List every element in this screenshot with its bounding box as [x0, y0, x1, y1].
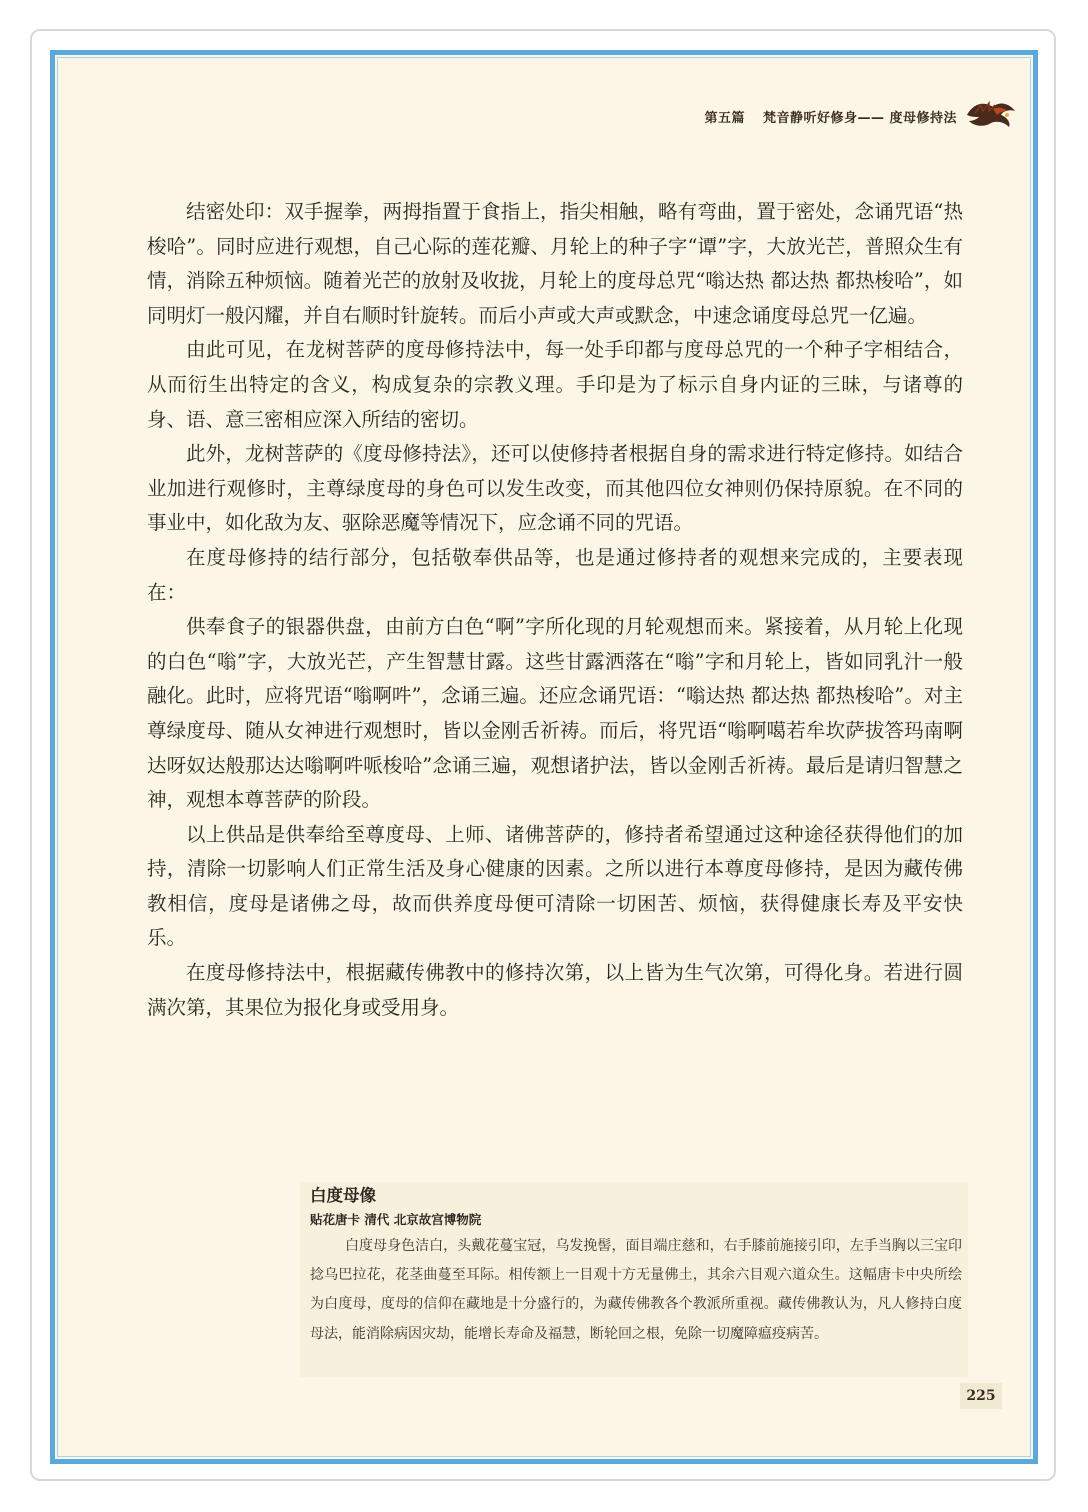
paragraph: 以上供品是供奉给至尊度母、上师、诸佛菩萨的，修持者希望通过这种途径获得他们的加持，清除一切影响人们正常生活及身心健康的因素。之所以进行本尊度母修持，是因为藏传佛教相信，度母是诸佛之母，故而供养度母便可清除一切困苦、烦恼，获得健康长寿及平安快乐。	[147, 822, 963, 950]
paragraph: 结密处印：双手握拳，两拇指置于食指上，指尖相触，略有弯曲，置于密处，念诵咒语“热梭哈”。同时应进行观想，自己心际的莲花瓣、月轮上的种子字“谭”字，大放光芒，普照众生有情，消除五种烦恼。随着光芒的放射及收拢，月轮上的度母总咒“嗡达热 都达热 都热梭哈”，如同明灯一般闪耀，并自右顺时针旋转。而后小声或大声或默念，中速念诵度母总咒一亿遍。	[147, 200, 963, 327]
header-part: 第五篇	[704, 111, 745, 126]
caption-text: 白度母身色洁白，头戴花蔓宝冠，乌发挽髻，面目端庄慈和，右手膝前施接引印，左手当胸以三宝印捻乌巴拉花，花茎曲蔓至耳际。相传额上一目观十方无量佛土，其余六目观六道众生。这幅唐卡中央所绘为白度母，度母的信仰在藏地是十分盛行的，为藏传佛教各个教派所重视。藏传佛教认为，凡人修持白度母法，能消除病因灾劫，能增长寿命及福慧，断轮回之根，免除一切魔障瘟疫病苦。	[310, 1238, 962, 1342]
paragraph: 此外，龙树菩萨的《度母修持法》，还可以使修持者根据自身的需求进行特定修持。如结合业加进行观修时，主尊绿度母的身色可以发生改变，而其他四位女神则仍保持原貌。在不同的事业中，如化敌为友、驱除恶魔等情况下，应念诵不同的咒语。	[147, 442, 963, 535]
dragon-ornament-icon	[963, 95, 1019, 131]
caption-title: 白度母像	[310, 1186, 376, 1205]
page-number: 225	[960, 1383, 1002, 1409]
body-text	[147, 195, 963, 1025]
paragraph: 在度母修持法中，根据藏传佛教中的修持次第，以上皆为生气次第，可得化身。若进行圆满次第，其果位为报化身或受用身。	[147, 961, 963, 1019]
image-caption	[300, 1182, 968, 1377]
paragraph: 由此可见，在龙树菩萨的度母修持法中，每一处手印都与度母总咒的一个种子字相结合，从而衍生出特定的含义，构成复杂的宗教义理。手印是为了标示自身内证的三昧，与诸尊的身、语、意三密相应深入所结的密切。	[147, 338, 963, 431]
paragraph: 供奉食子的银器供盘，由前方白色“啊”字所化现的月轮观想而来。紧接着，从月轮上化现的白色“嗡”字，大放光芒，产生智慧甘露。这些甘露洒落在“嗡”字和月轮上，皆如同乳汁一般融化。此时，应将咒语“嗡啊吽”，念诵三遍。还应念诵咒语：“嗡达热 都达热 都热梭哈”。对主尊绿度母、随从女神进行观想时，皆以金刚舌祈祷。而后，将咒语“嗡啊噶若牟坎萨拔答玛南啊达呀奴达般那达达嗡啊吽哌梭哈”念诵三遍，观想诸护法，皆以金刚舌祈祷。最后是请归智慧之神，观想本尊菩萨的阶段。	[147, 615, 963, 812]
running-header	[704, 107, 957, 126]
book-page	[50, 50, 1038, 1464]
paragraph: 在度母修持的结行部分，包括敬奉供品等，也是通过修持者的观想来完成的，主要表现在：	[147, 545, 963, 604]
header-title: 梵音静听好修身—— 度母修持法	[762, 111, 957, 126]
caption-subtitle: 贴花唐卡 清代 北京故宫博物院	[310, 1212, 482, 1227]
